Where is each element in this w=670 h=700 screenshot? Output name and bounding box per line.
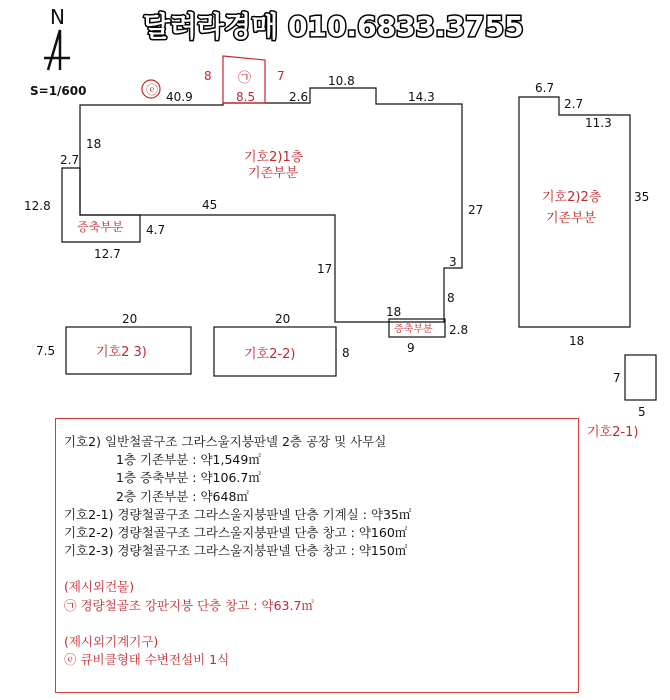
legend-line-9: ㉠ 경량철골조 강판지붕 단층 창고 : 약63.7㎡ <box>64 597 314 613</box>
label-annex-small: 증축부분 <box>394 324 433 335</box>
dim-main-bottom-2-8: 2.8 <box>449 323 469 337</box>
dim-top-14-3: 14.3 <box>408 90 435 104</box>
dim-r1-left: 7.5 <box>36 344 56 358</box>
dim-b2-step-2-7: 2.7 <box>564 97 584 111</box>
north-arrow-icon <box>44 30 70 70</box>
label-main-1f-sub: 기존부분 <box>248 166 299 181</box>
north-letter: N <box>50 5 65 29</box>
dim-b2-bottom: 18 <box>569 334 585 348</box>
legend-box <box>55 418 579 693</box>
dim-s-left: 7 <box>613 371 621 385</box>
dim-annex-bottom: 12.7 <box>94 247 121 261</box>
dim-shed-bottom: 8.5 <box>236 90 256 104</box>
legend-line-7: 기호2-3) 경량철골구조 그라스울지붕판넬 단층 창고 : 약150㎡ <box>64 543 408 559</box>
dim-top-10-8: 10.8 <box>328 74 355 88</box>
legend-line-8: (제시외건물) <box>64 579 135 595</box>
dim-annex-right: 4.7 <box>146 223 166 237</box>
legend-spacer-2 <box>64 615 578 633</box>
dim-main-mid-v: 17 <box>317 262 333 276</box>
label-annex: 증축부분 <box>77 220 124 234</box>
legend-line-2: 1층 기존부분 : 약1,549㎡ <box>116 452 261 468</box>
dim-main-step-8: 8 <box>447 291 455 305</box>
dim-main-bottom-18: 18 <box>386 305 402 319</box>
legend-line-4: 2층 기존부분 : 약648㎡ <box>116 488 249 504</box>
dim-main-left-upper: 18 <box>86 137 102 151</box>
dim-shed-right: 7 <box>277 69 285 83</box>
legend-line-6: 기호2-2) 경량철골구조 그라스울지붕판넬 단층 창고 : 약160㎡ <box>64 525 408 541</box>
dim-top-2-6: 2.6 <box>289 90 309 104</box>
building-2-1-outline <box>625 355 656 400</box>
dim-main-top-left: 40.9 <box>166 90 193 104</box>
dim-r2-right: 8 <box>342 346 350 360</box>
label-r2: 기호2-2) <box>244 347 296 362</box>
watermark-text: 달려라경매 010.6833.3755 <box>143 10 524 43</box>
legend-spacer <box>64 560 578 578</box>
dim-main-left-total: 12.8 <box>24 199 51 213</box>
legend-line-11: ⓔ 큐비클형태 수변전설비 1식 <box>64 652 230 668</box>
label-small: 기호2-1) <box>587 425 639 440</box>
legend-line-10: (제시외기계기구) <box>64 633 159 649</box>
main-building-outline <box>80 88 462 322</box>
legend-line-5: 기호2-1) 경량철골구조 그라스울지붕판넬 단층 기계실 : 약35㎡ <box>64 506 412 522</box>
label-b2-2f: 기호2)2층 <box>542 190 602 205</box>
legend-line-3: 1층 증축부분 : 약106.7㎡ <box>116 470 261 486</box>
dim-b2-top: 6.7 <box>535 81 555 95</box>
dim-main-right-v: 27 <box>468 203 484 217</box>
shed-symbol-icon: ㉠ <box>238 71 252 86</box>
label-main-1f: 기호2)1층 <box>244 150 304 165</box>
dim-r2-top: 20 <box>275 312 291 326</box>
dim-b2-right: 35 <box>634 190 650 204</box>
label-b2-2f-sub: 기존부분 <box>546 211 597 226</box>
scale-label: S=1/600 <box>30 84 87 98</box>
legend-line-1: 기호2) 일반철골구조 그라스울지붕판넬 2층 공장 및 사무실 <box>64 434 387 449</box>
dim-r1-top: 20 <box>122 312 138 326</box>
e-symbol-icon: ⓔ <box>146 83 159 97</box>
label-r1: 기호2 3) <box>96 345 147 360</box>
dim-main-step-3: 3 <box>449 255 457 269</box>
dim-main-left-step: 2.7 <box>60 153 80 167</box>
dim-main-bottom-9: 9 <box>407 341 415 355</box>
dim-main-mid-h: 45 <box>202 198 218 212</box>
dim-b2-step-11-3: 11.3 <box>585 116 612 130</box>
dim-s-bottom: 5 <box>638 405 646 419</box>
dim-shed-left: 8 <box>204 69 212 83</box>
